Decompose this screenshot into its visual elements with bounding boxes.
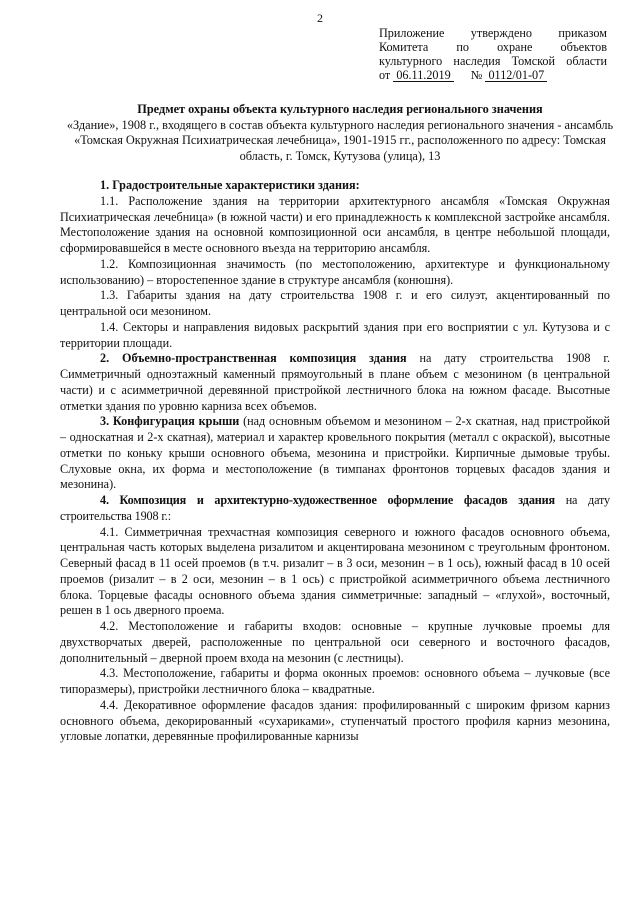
paragraph-4-2: 4.2. Местоположение и габариты входов: основные – крупные лучковые проемы для двухстворчатых дверей, расположенные по центральной оси северного и восточного фасадов, дополнительный – дверной проем входа на мезонин (с лестницы).	[60, 619, 610, 665]
approval-date: 06.11.2019	[393, 69, 453, 82]
section-2	[60, 351, 610, 414]
page-number: 2	[317, 11, 323, 25]
document-title: Предмет охраны объекта культурного наследия регионального значения	[137, 102, 543, 116]
section-4	[60, 493, 610, 525]
paragraph-1-4: 1.4. Секторы и направления видовых раскрытий здания при его восприятии с ул. Кутузова и с территории площади.	[60, 319, 610, 350]
document-body	[60, 178, 610, 745]
document-heading	[60, 102, 620, 164]
section-4-text: на дату строительства 1908 г.:	[60, 493, 610, 523]
paragraph-4-3: 4.3. Местоположение, габариты и форма оконных проемов: основного объема – лучковые (все типоразмеры), пристройки лестничного блока – квадратные.	[60, 666, 610, 696]
section-3	[60, 414, 610, 493]
paragraph-4-1: 4.1. Симметричная трехчастная композиция северного и южного фасадов основного объема, центральная часть которых выделена ризалитом и акцентирована мезонином с треугольным фронтоном. Северный фасад в 11 осей проемов (в т.ч. ризалит – в 3 оси, мезонин – в 1 ось), южный фасад в 10 осей проемов (ризалит – в 2 оси, мезонин – в 1 ось) с пристройкой асимметричного объема лестничного блока. Торцевые фасады основного объема здания симметричные: западный – «глухой», восточный, решен в 1 ось дверного проема.	[60, 524, 610, 618]
section-3-heading: 3. Конфигурация крыши	[100, 414, 240, 429]
section-2-heading: 2. Объемно-пространственная композиция здания	[100, 351, 407, 366]
section-2-text: на дату строительства 1908 г. Симметричный одноэтажный каменный прямоугольный в плане объем с мезонином (в центральной части) и с асимметричной деревянной пристройкой лестничного блока на южном фасаде. Высотные отметки здания по уровню карниза всех объемов.	[60, 351, 610, 413]
approval-line-3: культурного наследия Томской области	[379, 54, 607, 68]
paragraph-1-1: 1.1. Расположение здания на территории архитектурного ансамбля «Томская Окружная Психиатрическая лечебница» (в южной части) и его принадлежность к комплексной застройке ансамбля. Местоположение здания на основной композиционной оси ансамбля, в центре небольшой площади, сформировавшейся в месте основного въезда на территорию ансамбля.	[60, 193, 610, 255]
approval-line-1: Приложение утверждено приказом	[379, 26, 607, 40]
approval-block	[379, 26, 607, 82]
document-subtitle: «Здание», 1908 г., входящего в состав объекта культурного наследия регионального значения - ансамбль «Томская Окружная Психиатрическая лечебница», 1901-1915 гг., расположенного по адресу: Томская область, г. Томск, Кутузова (улица), 13	[66, 117, 614, 163]
approval-number: 0112/01-07	[485, 69, 547, 82]
section-3-text: (над основным объемом и мезонином – 2-х скатная, над пристройкой – односкатная и 2-х скатная), материал и характер кровельного покрытия (металл с окраской), высотные отметки по коньку крыши основного объема, мезонина и пристройки. Кирпичные дымовые трубы. Слуховые окна, их форма и местоположение (в тимпанах фронтонов торцевых фасадов здания и мезонина).	[60, 414, 610, 492]
approval-number-label: №	[470, 68, 483, 82]
paragraph-1-2: 1.2. Композиционная значимость (по местоположению, архитектуре и функциональному использованию) – второстепенное здание в структуре ансамбля (конюшня).	[60, 256, 610, 287]
paragraph-4-4: 4.4. Декоративное оформление фасадов здания: профилированный с широким фризом карниз основного объема, декорированный «сухариками», ступенчатый простого профиля карниз мезонина, угловые лопатки, деревянные профилированные карнизы	[60, 697, 610, 744]
section-4-heading: 4. Композиция и архитектурно-художественное оформление фасадов здания	[100, 493, 555, 507]
section-1-heading	[60, 178, 610, 194]
section-1-heading-text: 1. Градостроительные характеристики здания:	[100, 178, 360, 192]
approval-from-label: от	[379, 68, 391, 82]
paragraph-1-3: 1.3. Габариты здания на дату строительства 1908 г. и его силуэт, акцентированный по центральной оси мезонином.	[60, 288, 610, 318]
approval-line-2: Комитета по охране объектов	[379, 40, 607, 54]
approval-date-line	[379, 68, 607, 82]
